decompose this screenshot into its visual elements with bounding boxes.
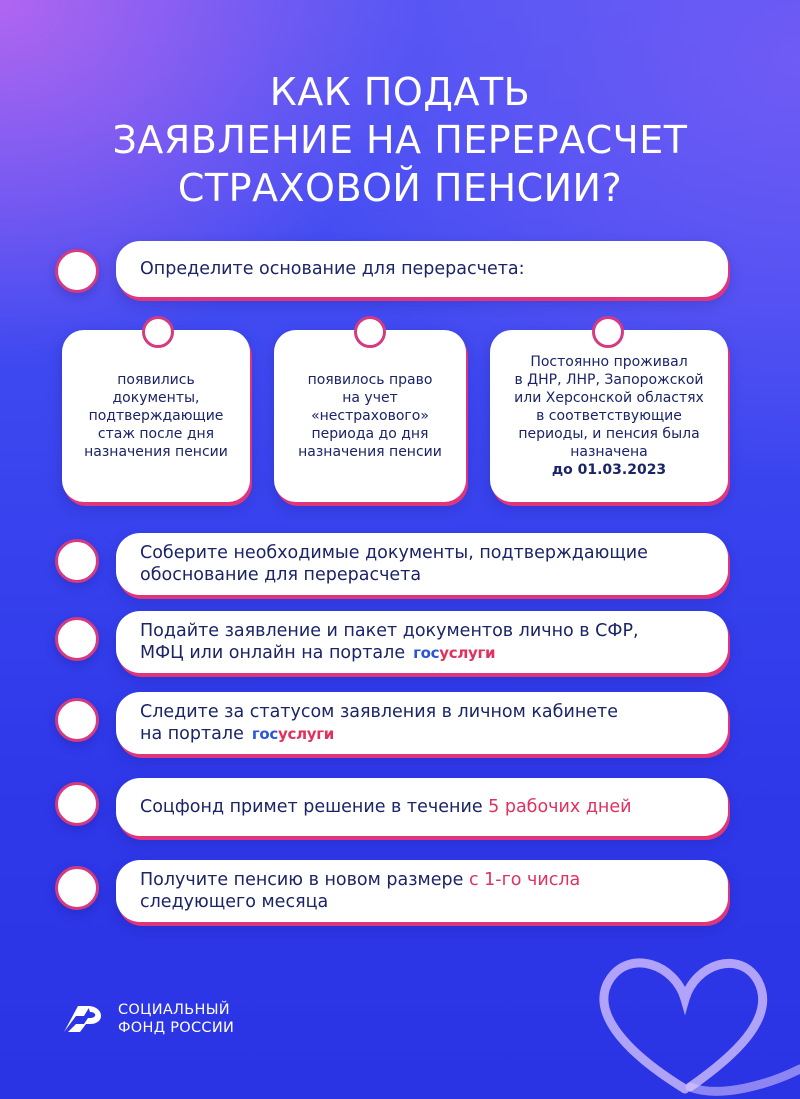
card-3-line-5: периоды, и пенсия была	[518, 426, 700, 442]
page-title	[0, 68, 800, 212]
step-6-start: с 1-го числа	[468, 870, 581, 890]
card-1-line-1: появились	[117, 372, 195, 388]
card-2-marker	[354, 316, 386, 348]
sfr-logo-icon	[60, 1002, 106, 1036]
step-5-pill	[116, 778, 728, 836]
card-1-line-4: стаж после дня	[97, 426, 215, 442]
step-4-line-1: Следите за статусом заявления в личном кабинете	[140, 702, 618, 722]
gosuslugi-logo[interactable]	[252, 725, 334, 743]
step-2-line-1: Соберите необходимые документы, подтверждающие	[140, 543, 648, 563]
step-5-deadline: 5 рабочих дней	[488, 797, 632, 817]
step-3-line-2-wrap	[140, 642, 639, 664]
card-2	[274, 330, 466, 502]
title-line-2: ЗАЯВЛЕНИЕ НА ПЕРЕРАСЧЕТ	[112, 118, 688, 162]
card-2-line-1: появилось право	[307, 372, 433, 388]
step-6-pill	[116, 860, 728, 922]
step-5-text-wrap	[140, 796, 632, 818]
step-3-pill	[116, 611, 728, 673]
card-3-marker	[592, 316, 624, 348]
sfr-logo-text	[118, 1001, 234, 1037]
step-6-text: Получите пенсию в новом размере	[140, 870, 469, 890]
step-1-text: Определите основание для перерасчета:	[140, 259, 525, 279]
card-3-line-1: Постоянно проживал	[530, 354, 688, 370]
step-4-line-2-wrap	[140, 723, 618, 745]
sfr-logo	[60, 1001, 234, 1037]
card-3-line-4: в соответствующие	[536, 408, 682, 424]
card-1-line-2: документы,	[112, 390, 200, 406]
card-3-last-prefix: назначена	[570, 444, 648, 460]
sfr-logo-line-1: СОЦИАЛЬНЫЙ	[118, 1002, 230, 1018]
step-5-text: Соцфонд примет решение в течение	[140, 797, 489, 817]
card-3-deadline: до 01.03.2023	[551, 462, 667, 478]
step-5-marker	[55, 782, 99, 826]
card-3-line-3: или Херсонской областях	[514, 390, 704, 406]
step-6-line-1	[140, 869, 580, 891]
step-6-marker	[55, 866, 99, 910]
card-1-line-3: подтверждающие	[88, 408, 224, 424]
step-1-pill	[116, 241, 728, 297]
title-line-3: СТРАХОВОЙ ПЕНСИИ?	[177, 166, 623, 210]
card-1-marker	[142, 316, 174, 348]
sfr-logo-line-2: ФОНД РОССИИ	[118, 1020, 235, 1036]
card-2-line-5: назначения пенсии	[298, 444, 442, 460]
step-4-marker	[55, 698, 99, 742]
title-line-1: КАК ПОДАТЬ	[269, 70, 531, 114]
step-3-line-1: Подайте заявление и пакет документов лично в СФР,	[140, 621, 639, 641]
step-3-line-2: МФЦ или онлайн на портале	[140, 643, 406, 663]
step-4-line-2: на портале	[140, 724, 244, 744]
gosuslugi-logo[interactable]	[413, 644, 495, 662]
step-4-pill	[116, 692, 728, 754]
step-3-marker	[55, 617, 99, 661]
step-2-line-2: обоснование для перерасчета	[140, 565, 422, 585]
card-1-line-5: назначения пенсии	[84, 444, 228, 460]
gosuslugi-part-2: услуги	[278, 725, 334, 743]
gosuslugi-part-1: гос	[413, 644, 440, 662]
step-6-line-2: следующего месяца	[140, 892, 329, 912]
gosuslugi-part-2: услуги	[439, 644, 496, 662]
card-2-line-3: «нестрахового»	[311, 408, 429, 424]
step-2-marker	[55, 539, 99, 583]
card-3-line-2: в ДНР, ЛНР, Запорожской	[514, 372, 704, 388]
heart-decoration-icon	[580, 949, 800, 1099]
card-2-line-4: периода до дня	[311, 426, 429, 442]
card-3-line-6	[514, 443, 704, 479]
step-1-marker	[55, 249, 99, 293]
card-3	[490, 330, 728, 502]
card-1	[62, 330, 250, 502]
card-2-line-2: на учет	[342, 390, 398, 406]
gosuslugi-part-1: гос	[251, 725, 278, 743]
step-2-pill	[116, 533, 728, 595]
